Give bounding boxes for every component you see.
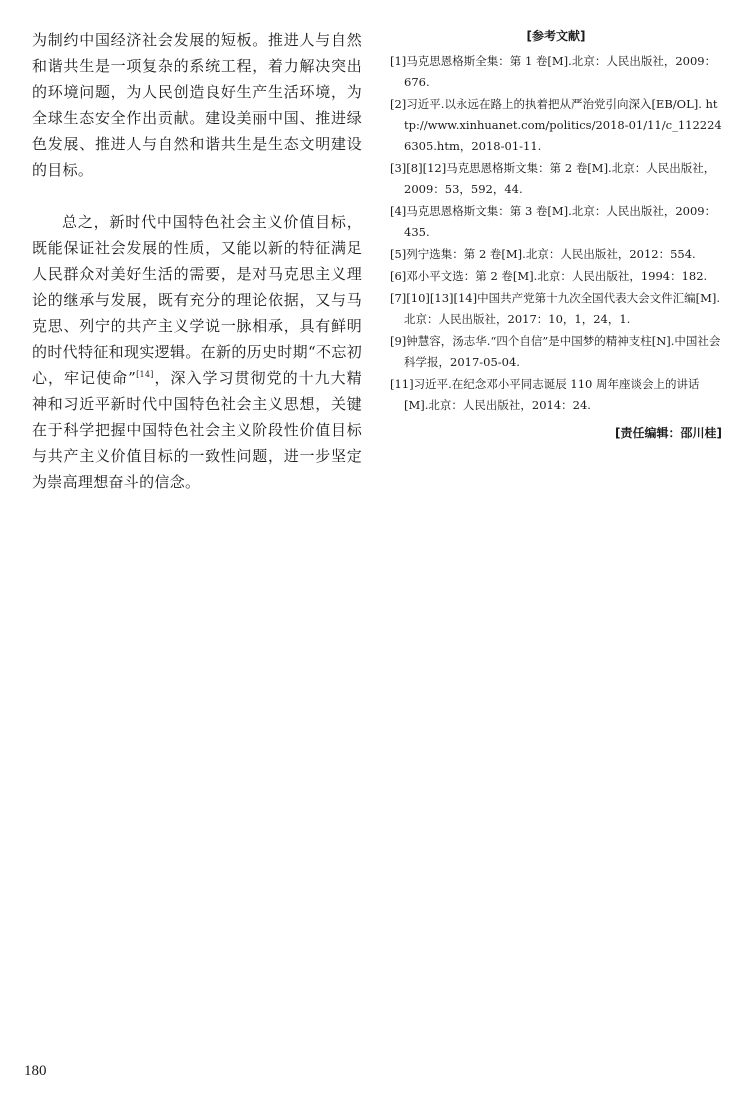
responsible-editor: [责任编辑：邵川桂] (615, 426, 722, 440)
reference-item: [9]钟慧容，汤志华.“四个自信”是中国梦的精神支柱[N].中国社会科学报，2017-05-04. (390, 334, 721, 369)
reference-item: [3][8][12]马克思恩格斯文集：第 2 卷[M].北京：人民出版社，2009：53，592，44. (390, 161, 716, 196)
reference-item: [6]邓小平文选：第 2 卷[M].北京：人民出版社，1994：182. (390, 269, 708, 283)
reference-list (390, 51, 722, 416)
reference-item: [7][10][13][14]中国共产党第十九次全国代表大会文件汇编[M].北京：人民出版社，2017：10，1，24，1. (390, 291, 721, 326)
reference-item: [5]列宁选集：第 2 卷[M].北京：人民出版社，2012：554. (390, 247, 696, 261)
paragraph-2-text-b: ，深入学习贯彻党的十九大精神和习近平新时代中国特色社会主义思想，关键在于科学把握中国特色社会主义阶段性价值目标与共产主义价值目标的一致性问题，进一步坚定为崇高理想奋斗的信念。 (32, 369, 362, 491)
references-column (390, 27, 722, 417)
main-text-column (32, 27, 362, 495)
reference-item: [4]马克思恩格斯文集：第 3 卷[M].北京：人民出版社，2009：435. (390, 204, 717, 239)
references-heading: [参考文献] (526, 29, 586, 43)
page-number: 180 (24, 1063, 47, 1079)
reference-item: [2]习近平.以永远在路上的执着把从严治党引向深入[EB/OL]. http://www.xinhuanet.com/politics/2018-01/11/c_1122246305.htm，2018-01-11. (390, 97, 722, 153)
citation-marker: [14] (136, 370, 154, 379)
body-paragraph-2 (32, 209, 362, 495)
body-paragraph-1: 为制约中国经济社会发展的短板。推进人与自然和谐共生是一项复杂的系统工程，着力解决突出的环境问题，为人民创造良好生产生活环境，为全球生态安全作出贡献。建设美丽中国、推进绿色发展、推进人与自然和谐共生是生态文明建设的目标。 (32, 31, 362, 179)
paragraph-2-text-a: 总之，新时代中国特色社会主义价值目标，既能保证社会发展的性质，又能以新的特征满足人民群众对美好生活的需要，是对马克思主义理论的继承与发展，既有充分的理论依据，又与马克思、列宁的共产主义学说一脉相承，具有鲜明的时代特征和现实逻辑。在新的历史时期“不忘初心，牢记使命” (32, 213, 362, 387)
reference-item: [11]习近平.在纪念邓小平同志诞辰 110 周年座谈会上的讲话[M].北京：人民出版社，2014：24. (390, 377, 700, 412)
reference-item: [1]马克思恩格斯全集：第 1 卷[M].北京：人民出版社，2009：676. (390, 54, 717, 89)
